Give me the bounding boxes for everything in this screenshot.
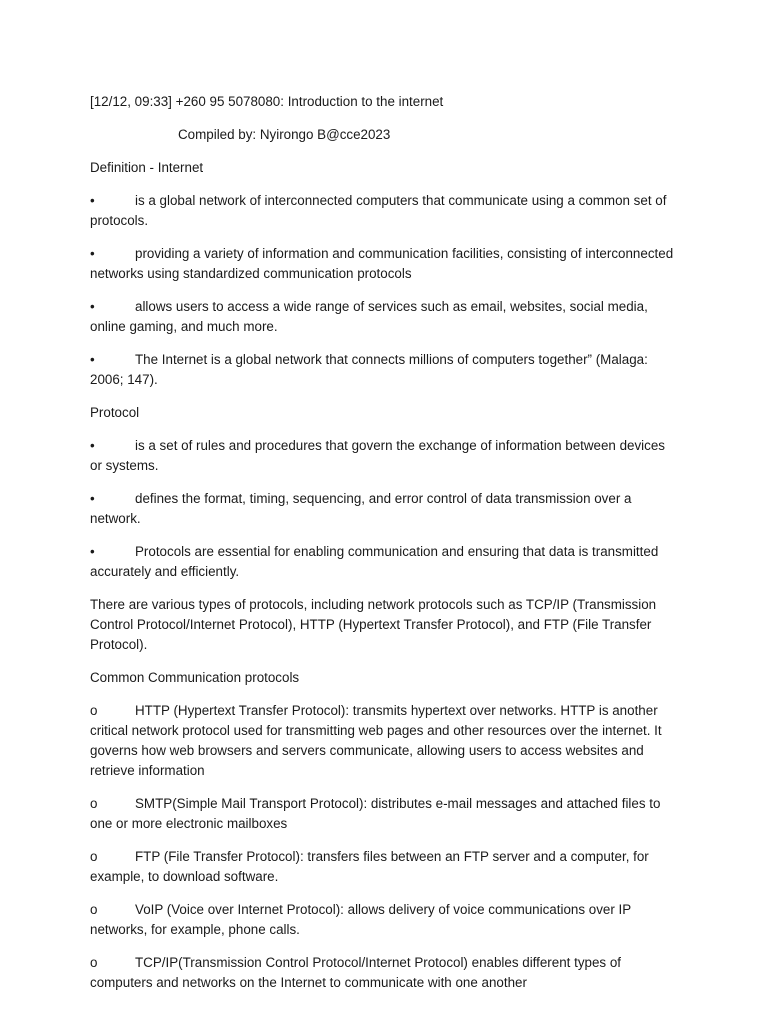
protocol-points-list [90, 436, 680, 582]
list-item [90, 436, 680, 476]
list-item-text: HTTP (Hypertext Transfer Protocol): transmits hypertext over networks. HTTP is another critical network protocol used for transmitting web pages and other resources over the internet. It governs how web browsers and servers communicate, allowing users to access websites and retrieve information [90, 703, 662, 778]
compiled-by: Compiled by: Nyirongo B@cce2023 [178, 127, 391, 142]
list-item-text: SMTP(Simple Mail Transport Protocol): distributes e-mail messages and attached files to one or more electronic mailboxes [90, 796, 661, 831]
list-item [90, 847, 680, 887]
list-item-text: defines the format, timing, sequencing, and error control of data transmission over a network. [90, 491, 632, 526]
list-item-text: FTP (File Transfer Protocol): transfers files between an FTP server and a computer, for example, to download software. [90, 849, 649, 884]
list-item [90, 701, 680, 781]
list-item-text: providing a variety of information and communication facilities, consisting of interconnected networks using standardized communication protocols [90, 246, 674, 281]
list-item [90, 953, 680, 993]
list-item [90, 794, 680, 834]
list-item-text: The Internet is a global network that connects millions of computers together” (Malaga: 2006; 147). [90, 352, 648, 387]
list-item [90, 900, 680, 940]
types-paragraph: There are various types of protocols, including network protocols such as TCP/IP (Transmission Control Protocol/Internet Protocol), HTTP (Hypertext Transfer Protocol), and FTP (File Transfer Protocol). [90, 597, 657, 652]
list-item [90, 350, 680, 390]
list-item-text: allows users to access a wide range of services such as email, websites, social media, online gaming, and much more. [90, 299, 648, 334]
list-item [90, 542, 680, 582]
common-protocols-list [90, 701, 680, 993]
circle-marker: o [90, 796, 98, 811]
list-item [90, 297, 680, 337]
list-item-text: TCP/IP(Transmission Control Protocol/Internet Protocol) enables different types of computers and networks on the Internet to communicate with one another [90, 955, 621, 990]
list-item [90, 191, 680, 231]
bullet-marker: • [90, 352, 95, 367]
list-item-text: is a set of rules and procedures that govern the exchange of information between devices or systems. [90, 438, 665, 473]
circle-marker: o [90, 849, 98, 864]
message-header: [12/12, 09:33] +260 95 5078080: Introduction to the internet [90, 94, 444, 109]
bullet-marker: • [90, 299, 95, 314]
definition-heading: Definition - Internet [90, 160, 204, 175]
bullet-marker: • [90, 491, 95, 506]
circle-marker: o [90, 703, 98, 718]
common-protocols-heading: Common Communication protocols [90, 670, 300, 685]
circle-marker: o [90, 955, 98, 970]
bullet-marker: • [90, 193, 95, 208]
list-item [90, 244, 680, 284]
list-item-text: VoIP (Voice over Internet Protocol): allows delivery of voice communications over IP networks, for example, phone calls. [90, 902, 631, 937]
bullet-marker: • [90, 246, 95, 261]
list-item-text: Protocols are essential for enabling communication and ensuring that data is transmitted accurately and efficiently. [90, 544, 659, 579]
bullet-marker: • [90, 544, 95, 559]
document-page [90, 92, 680, 1006]
list-item [90, 489, 680, 529]
bullet-marker: • [90, 438, 95, 453]
internet-points-list [90, 191, 680, 390]
circle-marker: o [90, 902, 98, 917]
protocol-heading: Protocol [90, 405, 140, 420]
list-item-text: is a global network of interconnected computers that communicate using a common set of protocols. [90, 193, 667, 228]
